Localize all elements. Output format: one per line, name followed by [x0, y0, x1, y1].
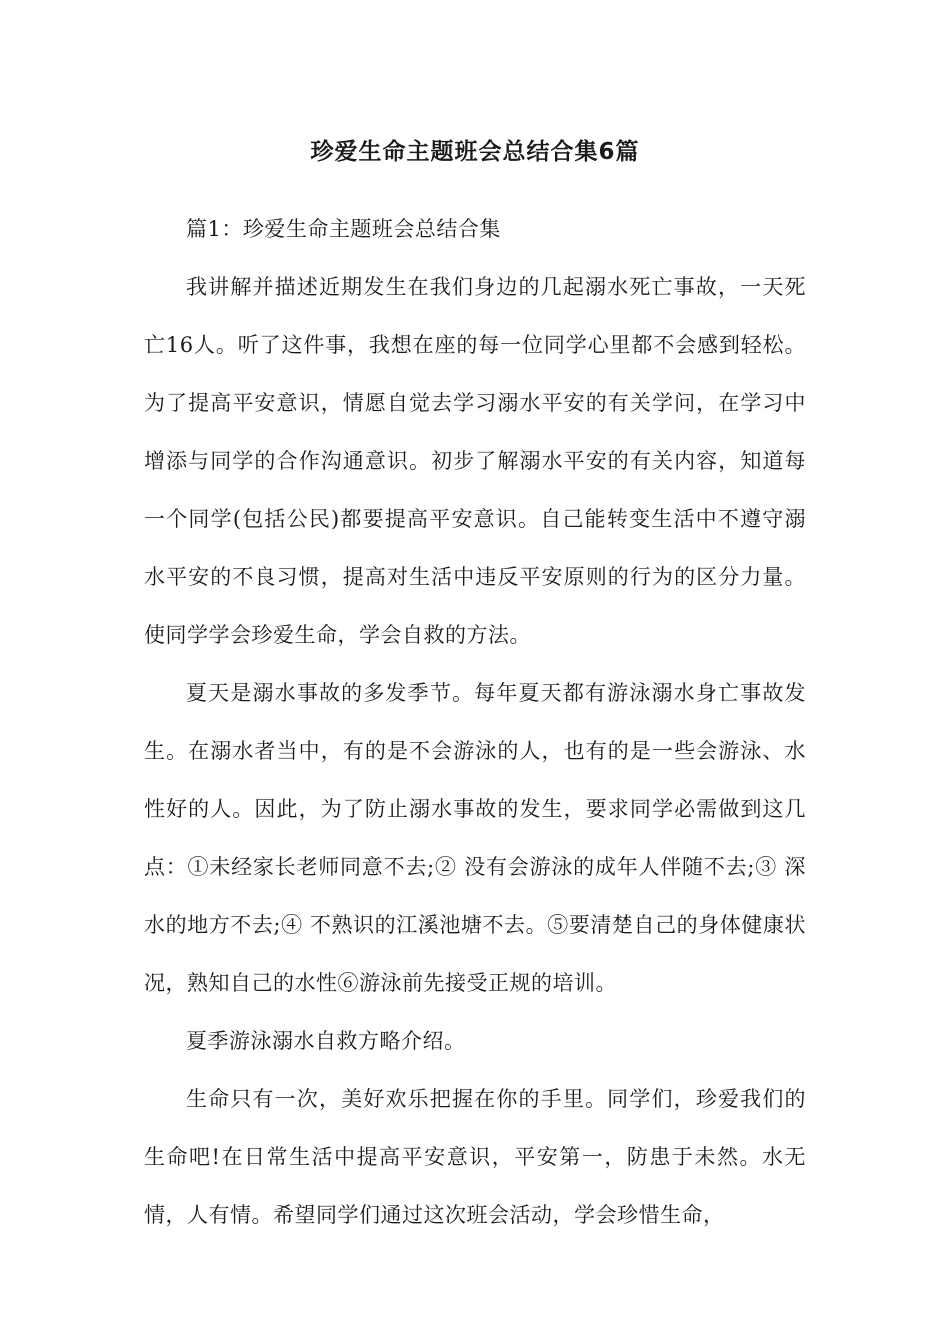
section-heading: 篇1：珍爱生命主题班会总结合集	[186, 217, 501, 241]
paragraph-intro: 我讲解并描述近期发生在我们身边的几起溺水死亡事故，一天死亡16人。听了这件事，我想在座的每一位同学心里都不会感到轻松。为了提高平安意识，情愿自觉去学习溺水平安的有关学问，在学习中增添与同学的合作沟通意识。初步了解溺水平安的有关内容，知道每一个同学(包括公民)都要提高平安意识。自己能转变生活中不遵守溺水平安的不良习惯，提高对生活中违反平安原则的行为的区分力量。使同学学会珍爱生命，学会自救的方法。	[144, 275, 806, 647]
paragraph-summer-safety: 夏天是溺水事故的多发季节。每年夏天都有游泳溺水身亡事故发生。在溺水者当中，有的是不会游泳的人，也有的是一些会游泳、水性好的人。因此，为了防止溺水事故的发生，要求同学必需做到这几点：①未经家长老师同意不去;② 没有会游泳的成年人伴随不去;③ 深水的地方不去;④ 不熟识的江溪池塘不去。⑤要清楚自己的身体健康状况，熟知自己的水性⑥游泳前先接受正规的培训。	[144, 681, 806, 995]
document-body	[144, 200, 806, 1244]
paragraph-self-rescue: 夏季游泳溺水自救方略介绍。	[186, 1029, 466, 1053]
paragraph-cherish-life: 生命只有一次，美好欢乐把握在你的手里。同学们，珍爱我们的生命吧!在日常生活中提高平安意识，平安第一，防患于未然。水无情，人有情。希望同学们通过这次班会活动，学会珍惜生命，	[144, 1087, 806, 1227]
document-title: 珍爱生命主题班会总结合集6篇	[310, 139, 640, 165]
